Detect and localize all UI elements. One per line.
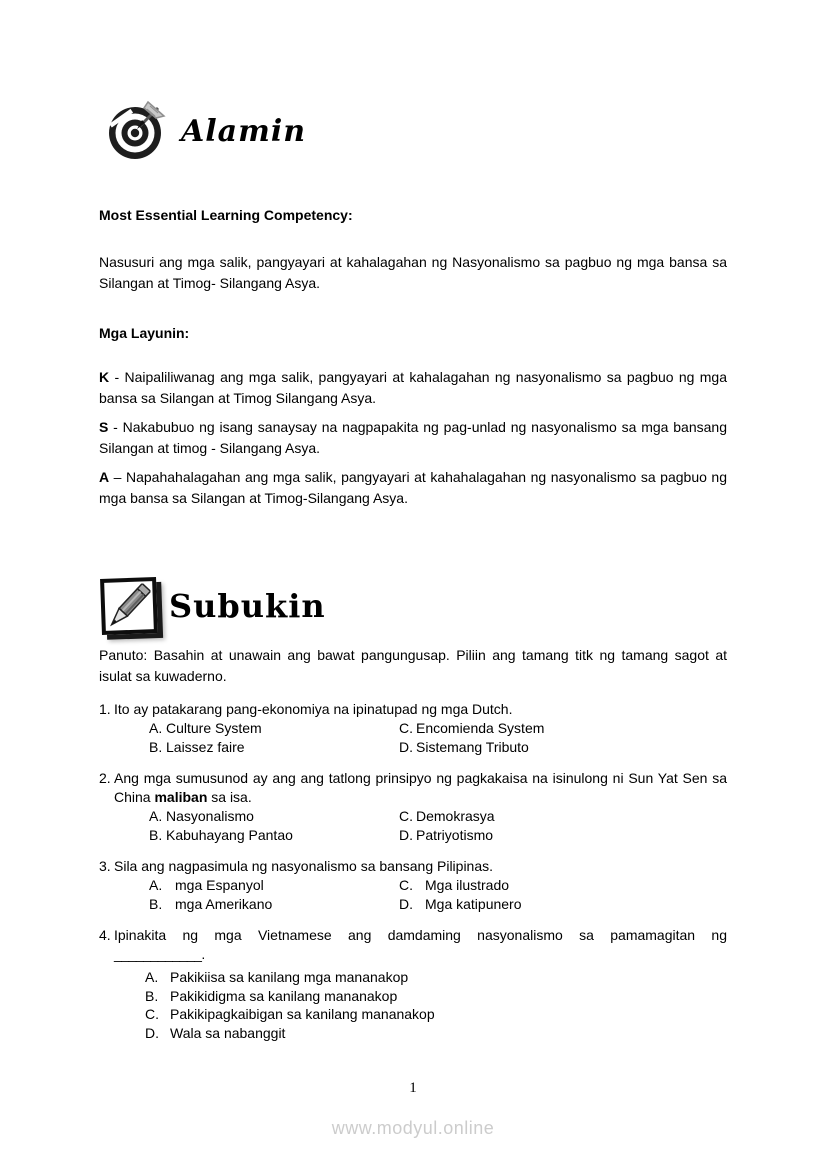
option bbox=[145, 968, 727, 987]
question-2-number: 2. bbox=[99, 770, 111, 786]
option-label: D. bbox=[145, 1024, 159, 1041]
question-1-text: Ito ay patakarang pang-ekonomiya na ipinatupad ng mga Dutch. bbox=[114, 701, 513, 717]
option-text: Patriyotismo bbox=[416, 827, 494, 843]
option-text: Pakikiisa sa kanilang mga mananakop bbox=[170, 969, 409, 985]
option-label: C. bbox=[399, 720, 413, 736]
option-text: Nasyonalismo bbox=[166, 808, 254, 824]
question-4 bbox=[99, 926, 727, 1042]
objective-k-letter: K bbox=[99, 369, 110, 385]
question-3-options bbox=[149, 876, 727, 914]
option-text: Encomienda System bbox=[416, 720, 545, 736]
question-2-text bbox=[114, 769, 727, 807]
objective-s-text: - Nakabubuo ng isang sanaysay na nagpapakita ng pag-unlad ng nasyonalismo sa mga bansang Silangan at timog - Silangang Asya. bbox=[99, 419, 727, 456]
option bbox=[145, 1024, 727, 1043]
question-4-text bbox=[114, 926, 727, 964]
option-label: A. bbox=[149, 720, 163, 736]
option-text: Laissez faire bbox=[166, 739, 245, 755]
option bbox=[399, 719, 727, 738]
option bbox=[149, 719, 399, 738]
question-1-line bbox=[99, 700, 727, 719]
option-text: Demokrasya bbox=[416, 808, 495, 824]
alamin-title: Alamin bbox=[181, 113, 307, 149]
watermark: www.modyul.online bbox=[331, 1118, 495, 1138]
option bbox=[399, 876, 727, 895]
target-dart-icon bbox=[106, 100, 166, 162]
objective-k bbox=[99, 367, 727, 409]
alamin-section-header bbox=[99, 100, 727, 162]
subukin-title: Subukin bbox=[169, 587, 326, 625]
question-4-line bbox=[99, 926, 727, 964]
option-text: mga Amerikano bbox=[175, 896, 273, 912]
subukin-section-header bbox=[99, 573, 727, 639]
question-4-options bbox=[145, 968, 727, 1042]
option-text: Culture System bbox=[166, 720, 262, 736]
option-label: C. bbox=[399, 808, 413, 824]
option bbox=[399, 807, 727, 826]
page-content bbox=[0, 100, 826, 1042]
option-label: C. bbox=[399, 877, 413, 893]
melc-body: Nasusuri ang mga salik, pangyayari at kahalagahan ng Nasyonalismo sa pagbuo ng mga bansa sa Silangan at Timog- Silangang Asya. bbox=[99, 254, 727, 291]
objective-s-letter: S bbox=[99, 419, 109, 435]
option-label: B. bbox=[149, 827, 163, 843]
question-3-line bbox=[99, 857, 727, 876]
option bbox=[149, 895, 399, 914]
question-4-text-line1: Ipinakita ng mga Vietnamese ang damdaming nasyonalismo sa pamamagitan ng bbox=[114, 927, 727, 943]
question-3-number: 3. bbox=[99, 858, 111, 874]
option-label: D. bbox=[399, 896, 413, 912]
question-2-text-pre: Ang mga sumusunod ay ang ang tatlong prinsipyo ng pagkakaisa na isinulong ni Sun Yat Sen sa China bbox=[114, 770, 727, 805]
option-label: B. bbox=[149, 739, 163, 755]
objective-a-letter: A bbox=[99, 469, 110, 485]
option-label: A. bbox=[145, 969, 159, 985]
option bbox=[399, 738, 727, 757]
option-label: D. bbox=[399, 827, 413, 843]
option-text: Wala sa nabanggit bbox=[170, 1024, 286, 1041]
question-1-number: 1. bbox=[99, 701, 111, 717]
question-2-line bbox=[99, 769, 727, 807]
objective-s bbox=[99, 417, 727, 459]
objective-k-text: - Naipaliliwanag ang mga salik, pangyayari at kahalagahan ng nasyonalismo sa pagbuo ng mga bansa sa Silangan at Timog Silangang Asya. bbox=[99, 369, 728, 406]
option-text: Mga ilustrado bbox=[425, 877, 510, 893]
objective-a-text: – Napahahalagahan ang mga salik, pangyayari at kahahalagahan ng nasyonalismo sa pagbuo ng mga bansa sa Silangan at Timog-Silangang Asya. bbox=[99, 469, 728, 506]
option bbox=[399, 826, 727, 845]
question-2-text-bold: maliban bbox=[154, 789, 208, 805]
option-label: B. bbox=[145, 987, 159, 1004]
option-text: mga Espanyol bbox=[175, 877, 264, 893]
option-label: B. bbox=[149, 896, 163, 912]
panuto-instructions: Panuto: Basahin at unawain ang bawat pangungusap. Piliin ang tamang titk ng tamang sagot at isulat sa kuwaderno. bbox=[99, 647, 727, 684]
question-1-options bbox=[149, 719, 727, 757]
option-text: Mga katipunero bbox=[425, 896, 522, 912]
page-number: 1 bbox=[409, 1080, 417, 1096]
question-3-text: Sila ang nagpasimula ng nasyonalismo sa bansang Pilipinas. bbox=[114, 858, 494, 874]
question-2-options bbox=[149, 807, 727, 845]
option-text: Pakikidigma sa kanilang mananakop bbox=[170, 987, 398, 1004]
question-4-number: 4. bbox=[99, 927, 111, 943]
question-1 bbox=[99, 700, 727, 757]
melc-heading: Most Essential Learning Competency: bbox=[99, 207, 353, 223]
option bbox=[145, 1005, 727, 1024]
option bbox=[145, 987, 727, 1006]
option-text: Kabuhayang Pantao bbox=[166, 827, 293, 843]
option bbox=[149, 738, 399, 757]
option bbox=[399, 895, 727, 914]
option-text: Sistemang Tributo bbox=[416, 739, 529, 755]
objective-a bbox=[99, 467, 727, 509]
option-text: Pakikipagkaibigan sa kanilang mananakop bbox=[170, 1006, 435, 1022]
option-label: C. bbox=[145, 1006, 159, 1022]
option bbox=[149, 826, 399, 845]
option bbox=[149, 807, 399, 826]
question-4-blank-line: ____________. bbox=[114, 946, 205, 962]
layunin-heading: Mga Layunin: bbox=[99, 325, 190, 341]
question-3 bbox=[99, 857, 727, 914]
question-2-text-post: sa isa. bbox=[207, 789, 252, 805]
option-label: A. bbox=[149, 877, 163, 893]
option-label: D. bbox=[399, 739, 413, 755]
question-2 bbox=[99, 769, 727, 845]
option-label: A. bbox=[149, 808, 163, 824]
pencil-icon bbox=[100, 577, 158, 635]
option bbox=[149, 876, 399, 895]
